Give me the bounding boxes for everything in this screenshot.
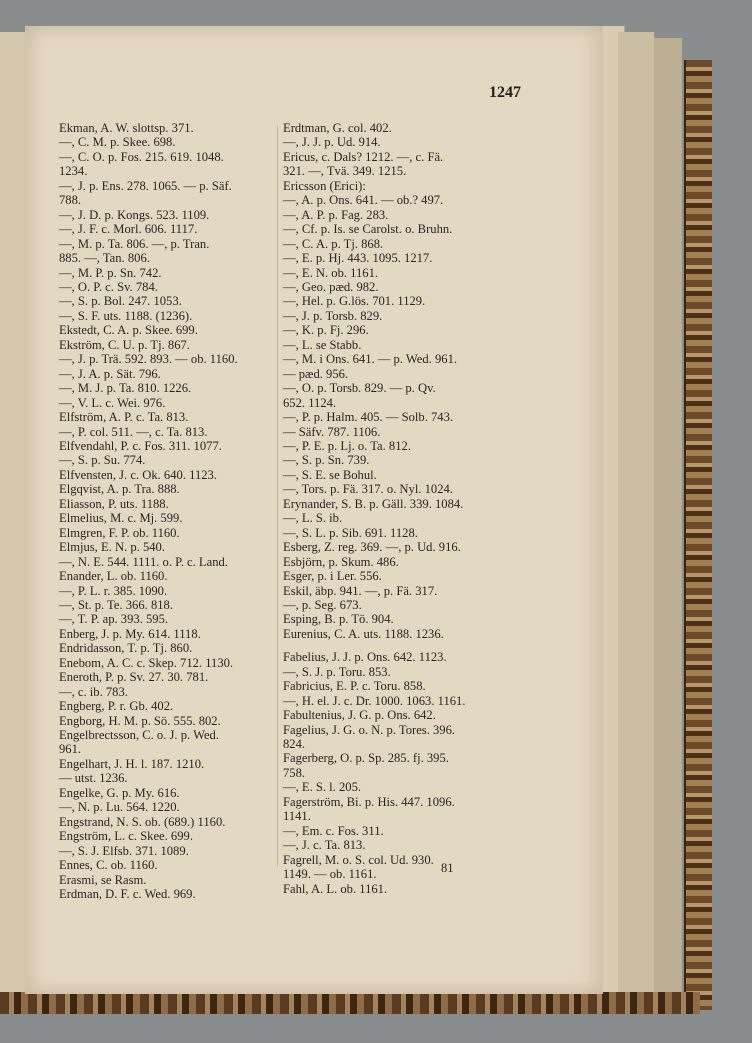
- entry-line: —, H. el. J. c. Dr. 1000. 1063. 1161.: [283, 693, 466, 708]
- entry-line: —, M. p. Ta. 806. —, p. Tran.: [59, 236, 210, 251]
- entry-line: —, J. p. Trä. 592. 893. — ob. 1160.: [59, 352, 238, 367]
- entry-line: Ericus, c. Dals? 1212. —, c. Fä.: [283, 149, 444, 164]
- entry-line: —, S. p. Bol. 247. 1053.: [59, 294, 182, 309]
- index-entry: [59, 873, 304, 887]
- entry-line: Enberg, J. p. My. 614. 1118.: [59, 626, 201, 641]
- index-entry: [283, 584, 528, 613]
- index-entry: [283, 497, 528, 511]
- entry-line: — utst. 1236.: [59, 771, 128, 786]
- index-entry: [283, 665, 528, 679]
- entry-line: —, p. Seg. 673.: [283, 597, 362, 612]
- entry-line: —, P. L. r. 385. 1090.: [59, 583, 168, 598]
- index-entry: [59, 829, 304, 843]
- entry-line: —, S. E. se Bohul.: [283, 467, 377, 482]
- entry-line: —, T. P. ap. 393. 595.: [59, 612, 169, 627]
- index-entry: [283, 468, 528, 482]
- page-edge-layer: [654, 38, 682, 998]
- entry-line: 1234.: [59, 164, 88, 179]
- index-entry: [59, 511, 304, 525]
- entry-line: Elgqvist, A. p. Tra. 888.: [59, 482, 180, 497]
- index-entry: [59, 179, 304, 208]
- entry-line: — Säfv. 787. 1106.: [283, 424, 381, 439]
- index-entry: [59, 656, 304, 670]
- entry-line: —, M. J. p. Ta. 810. 1226.: [59, 381, 192, 396]
- index-entry: [59, 670, 304, 699]
- entry-line: Engstrand, N. S. ob. (689.) 1160.: [59, 814, 226, 829]
- index-entry: [59, 280, 304, 294]
- entry-line: —, C. A. p. Tj. 868.: [283, 236, 384, 251]
- index-entry: [283, 251, 528, 265]
- index-entry: [283, 780, 528, 794]
- entry-line: 885. —, Tan. 806.: [59, 251, 150, 266]
- index-entry: [283, 679, 528, 693]
- entry-line: —, A. P. p. Fag. 283.: [283, 207, 389, 222]
- entry-line: —, V. L. c. Wei. 976.: [59, 395, 166, 410]
- entry-line: Engelke, G. p. My. 616.: [59, 785, 180, 800]
- index-entry: [59, 627, 304, 641]
- index-entry: [59, 367, 304, 381]
- entry-line: —, S. p. Sn. 739.: [283, 453, 370, 468]
- entry-line: —, J. p. Torsb. 829.: [283, 308, 383, 323]
- entry-line: 824.: [283, 737, 306, 752]
- entry-line: Fabelius, J. J. p. Ons. 642. 1123.: [283, 650, 447, 665]
- entry-line: —, P. E. p. Lj. o. Ta. 812.: [283, 438, 411, 453]
- index-entry: [283, 381, 528, 410]
- entry-line: Ericsson (Erici):: [283, 178, 366, 193]
- index-entry: [283, 135, 528, 149]
- entry-line: Esberg, Z. reg. 369. —, p. Ud. 916.: [283, 540, 461, 555]
- entry-line: Ennes, C. ob. 1160.: [59, 858, 158, 873]
- index-column-right: [283, 121, 528, 896]
- index-entry: [59, 338, 304, 352]
- index-entry: [283, 237, 528, 251]
- index-entry: [283, 612, 528, 626]
- entry-line: —, Em. c. Fos. 311.: [283, 823, 384, 838]
- entry-line: Erynander, S. B. p. Gäll. 339. 1084.: [283, 496, 464, 511]
- index-entry: [59, 266, 304, 280]
- entry-line: Engberg, P. r. Gb. 402.: [59, 699, 174, 714]
- marbled-cover-edge: [684, 60, 712, 1010]
- entry-line: Esping, B. p. Tö. 904.: [283, 612, 394, 627]
- section-gap: [283, 641, 528, 650]
- book-page: [25, 26, 603, 994]
- entry-line: Erdman, D. F. c. Wed. 969.: [59, 887, 196, 902]
- index-entry: [59, 815, 304, 829]
- entry-line: —, K. p. Fj. 296.: [283, 323, 369, 338]
- entry-line: Esger, p. i Ler. 556.: [283, 569, 382, 584]
- entry-line: Elmelius, M. c. Mj. 599.: [59, 511, 183, 526]
- entry-line: —, M. P. p. Sn. 742.: [59, 265, 162, 280]
- index-entry: [59, 222, 304, 236]
- facing-page-edge: [0, 32, 27, 997]
- entry-line: —, E. p. Hj. 443. 1095. 1217.: [283, 251, 433, 266]
- index-entry: [283, 280, 528, 294]
- entry-line: Fagerberg, O. p. Sp. 285. fj. 395.: [283, 751, 449, 766]
- index-entry: [283, 121, 528, 135]
- index-entry: [283, 294, 528, 308]
- entry-line: —, E. N. ob. 1161.: [283, 265, 379, 280]
- index-entry: [283, 439, 528, 453]
- entry-line: Fabultenius, J. G. p. Ons. 642.: [283, 708, 436, 723]
- index-entry: [59, 757, 304, 786]
- index-entry: [59, 584, 304, 598]
- entry-line: Fabricius, E. P. c. Toru. 858.: [283, 679, 426, 694]
- index-entry: [59, 714, 304, 728]
- index-entry: [283, 569, 528, 583]
- entry-line: —, O. P. c. Sv. 784.: [59, 279, 158, 294]
- entry-line: —, C. M. p. Skee. 698.: [59, 135, 176, 150]
- index-entry: [59, 150, 304, 179]
- entry-line: Ekman, A. W. slottsp. 371.: [59, 121, 194, 135]
- index-entry: [283, 323, 528, 337]
- index-entry: [59, 135, 304, 149]
- entry-line: Esbjörn, p. Skum. 486.: [283, 554, 399, 569]
- entry-line: Fagelius, J. G. o. N. p. Tores. 396.: [283, 722, 456, 737]
- index-entry: [283, 338, 528, 352]
- index-entry: [283, 266, 528, 280]
- entry-line: —, St. p. Te. 366. 818.: [59, 597, 173, 612]
- index-entry: [283, 193, 528, 207]
- index-entry: [283, 838, 528, 852]
- entry-line: Enander, L. ob. 1160.: [59, 569, 168, 584]
- entry-line: —, L. se Stabb.: [283, 337, 362, 352]
- entry-line: Elfvendahl, P. c. Fos. 311. 1077.: [59, 438, 222, 453]
- index-entry: [59, 381, 304, 395]
- entry-line: —, N. E. 544. 1111. o. P. c. Land.: [59, 554, 228, 569]
- index-entry: [59, 352, 304, 366]
- entry-line: Eskil, äbp. 941. —, p. Fä. 317.: [283, 583, 438, 598]
- index-entry: [283, 882, 528, 896]
- entry-line: Ekström, C. U. p. Tj. 867.: [59, 337, 190, 352]
- entry-line: —, S. p. Su. 774.: [59, 453, 146, 468]
- index-entry: [59, 453, 304, 467]
- entry-line: Fagrell, M. o. S. col. Ud. 930.: [283, 852, 434, 867]
- entry-line: Eurenius, C. A. uts. 1188. 1236.: [283, 626, 444, 641]
- entry-line: 758.: [283, 765, 306, 780]
- entry-line: —, J. F. c. Morl. 606. 1117.: [59, 222, 198, 237]
- entry-line: —, Geo. pæd. 982.: [283, 279, 379, 294]
- entry-line: —, P. col. 511. —, c. Ta. 813.: [59, 424, 208, 439]
- entry-line: —, S. J. p. Toru. 853.: [283, 664, 391, 679]
- index-entry: [59, 569, 304, 583]
- marbled-cover-bottom: [0, 992, 700, 1014]
- index-column-left: [59, 121, 304, 901]
- index-entry: [59, 844, 304, 858]
- index-entry: [283, 723, 528, 752]
- index-entry: [283, 540, 528, 554]
- index-entry: [283, 208, 528, 222]
- entry-line: Elmgren, F. P. ob. 1160.: [59, 525, 180, 540]
- index-entry: [59, 396, 304, 410]
- index-entry: [59, 439, 304, 453]
- entry-line: 788.: [59, 193, 82, 208]
- index-entry: [283, 526, 528, 540]
- index-entry: [59, 497, 304, 511]
- entry-line: 1149. — ob. 1161.: [283, 867, 377, 882]
- index-entry: [59, 323, 304, 337]
- entry-line: —, J. p. Ens. 278. 1065. — p. Säf.: [59, 178, 232, 193]
- index-entry: [283, 482, 528, 496]
- index-entry: [283, 179, 528, 193]
- index-entry: [59, 887, 304, 901]
- entry-line: —, Tors. p. Fä. 317. o. Nyl. 1024.: [283, 482, 453, 497]
- entry-line: Elmjus, E. N. p. 540.: [59, 540, 165, 555]
- entry-line: —, J. c. Ta. 813.: [283, 838, 366, 853]
- entry-line: —, J. A. p. Sät. 796.: [59, 366, 161, 381]
- entry-line: —, J. J. p. Ud. 914.: [283, 135, 381, 150]
- entry-line: —, S. J. Elfsb. 371. 1089.: [59, 843, 189, 858]
- index-entry: [283, 650, 528, 664]
- entry-line: 321. —, Tvä. 349. 1215.: [283, 164, 407, 179]
- index-entry: [59, 786, 304, 800]
- entry-line: Ekstedt, C. A. p. Skee. 699.: [59, 323, 198, 338]
- entry-line: Endridasson, T. p. Tj. 860.: [59, 641, 193, 656]
- index-entry: [59, 526, 304, 540]
- index-entry: [59, 208, 304, 222]
- entry-line: 652. 1124.: [283, 395, 337, 410]
- entry-line: —, O. p. Torsb. 829. — p. Qv.: [283, 381, 436, 396]
- index-entry: [283, 352, 528, 381]
- index-entry: [283, 453, 528, 467]
- index-entry: [283, 853, 528, 882]
- entry-line: —, E. S. l. 205.: [283, 780, 362, 795]
- index-entry: [283, 795, 528, 824]
- entry-line: Eliasson, P. uts. 1188.: [59, 496, 169, 511]
- entry-line: —, N. p. Lu. 564. 1220.: [59, 800, 180, 815]
- entry-line: Elfström, A. P. c. Ta. 813.: [59, 410, 189, 425]
- entry-line: 1141.: [283, 809, 311, 824]
- entry-line: —, A. p. Ons. 641. — ob.? 497.: [283, 193, 444, 208]
- index-entry: [59, 612, 304, 626]
- index-entry: [283, 555, 528, 569]
- entry-line: Enebom, A. C. c. Skep. 712. 1130.: [59, 655, 234, 670]
- page-number: 1247: [489, 84, 521, 101]
- entry-line: —, P. p. Halm. 405. — Solb. 743.: [283, 410, 454, 425]
- index-entry: [283, 150, 528, 179]
- index-entry: [283, 708, 528, 722]
- index-entry: [59, 482, 304, 496]
- entry-line: Engelbrectsson, C. o. J. p. Wed.: [59, 728, 220, 743]
- entry-line: —, Hel. p. G.lös. 701. 1129.: [283, 294, 426, 309]
- index-entry: [59, 309, 304, 323]
- entry-line: — pæd. 956.: [283, 366, 349, 381]
- index-entry: [59, 699, 304, 713]
- index-entry: [59, 294, 304, 308]
- entry-line: Engborg, H. M. p. Sö. 555. 802.: [59, 713, 221, 728]
- entry-line: —, c. ib. 783.: [59, 684, 128, 699]
- index-entry: [59, 468, 304, 482]
- entry-line: Erdtman, G. col. 402.: [283, 121, 392, 135]
- index-entry: [283, 309, 528, 323]
- entry-line: Engelhart, J. H. l. 187. 1210.: [59, 756, 205, 771]
- index-entry: [59, 598, 304, 612]
- entry-line: —, S. L. p. Sib. 691. 1128.: [283, 525, 418, 540]
- index-entry: [59, 800, 304, 814]
- index-entry: [283, 511, 528, 525]
- entry-line: Elfvensten, J. c. Ok. 640. 1123.: [59, 467, 217, 482]
- index-entry: [283, 410, 528, 439]
- index-entry: [59, 540, 304, 554]
- entry-line: —, L. S. ib.: [283, 511, 343, 526]
- entry-line: —, J. D. p. Kongs. 523. 1109.: [59, 207, 210, 222]
- entry-line: —, Cf. p. Is. se Carolst. o. Bruhn.: [283, 222, 453, 237]
- entry-line: Fahl, A. L. ob. 1161.: [283, 881, 388, 896]
- index-entry: [59, 858, 304, 872]
- page-edge-layer: [618, 32, 655, 1000]
- entry-line: —, C. O. p. Fos. 215. 619. 1048.: [59, 149, 224, 164]
- index-entry: [59, 555, 304, 569]
- entry-line: 961.: [59, 742, 82, 757]
- index-entry: [59, 425, 304, 439]
- index-entry: [59, 641, 304, 655]
- printer-signature: 81: [441, 861, 454, 875]
- index-entry: [59, 410, 304, 424]
- entry-line: —, S. F. uts. 1188. (1236).: [59, 308, 193, 323]
- index-entry: [59, 237, 304, 266]
- index-entry: [59, 728, 304, 757]
- entry-line: Engström, L. c. Skee. 699.: [59, 829, 193, 844]
- index-entry: [283, 824, 528, 838]
- entry-line: Eneroth, P. p. Sv. 27. 30. 781.: [59, 670, 209, 685]
- index-entry: [283, 627, 528, 641]
- index-entry: [283, 751, 528, 780]
- index-entry: [283, 694, 528, 708]
- index-entry: [283, 222, 528, 236]
- entry-line: Fagerström, Bi. p. His. 447. 1096.: [283, 794, 455, 809]
- entry-line: —, M. i Ons. 641. — p. Wed. 961.: [283, 352, 458, 367]
- entry-line: Erasmi, se Rasm.: [59, 872, 147, 887]
- index-entry: [59, 121, 304, 135]
